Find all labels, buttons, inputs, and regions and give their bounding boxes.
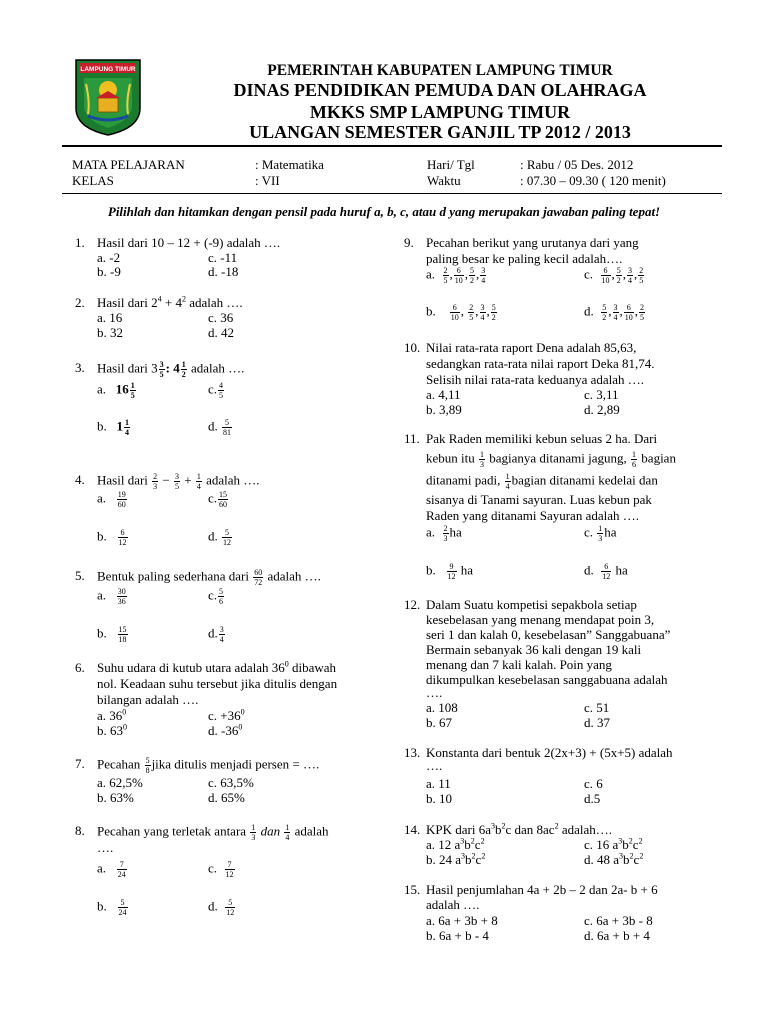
question-number: 4.	[75, 472, 85, 487]
day-label: Hari/ Tgl	[427, 157, 475, 172]
question-text-line-2: sedangkan rata-rata nilai raport Deka 81,74.	[426, 356, 655, 371]
q1-option-d[interactable]: d. -18	[208, 264, 239, 279]
q4-option-b[interactable]: b. $\frac{6}{12}$	[97, 528, 127, 547]
q3-option-a[interactable]: a. 16 $\frac{1}{5}$	[97, 381, 135, 400]
question-text: Pecahan $\frac{5}{8}$ jika ditulis menjadi persen = ….	[97, 756, 320, 775]
q8-option-b[interactable]: b. $\frac{5}{24}$	[97, 898, 127, 917]
question-text-line-5: menang dan 7 kali kalah. Poin yang	[426, 657, 612, 672]
question-text-line-2: ….	[97, 840, 114, 855]
q11-option-c[interactable]: c. $\frac{1}{3}$ ha	[584, 524, 617, 543]
q15-option-b[interactable]: b. 6a + b - 4	[426, 928, 489, 943]
question-text: Bentuk paling sederhana dari $\frac{60}{72}$ adalah ….	[97, 568, 321, 587]
question-number: 3.	[75, 360, 85, 375]
question-text-line-6: dikumpulkan kesebelasan sanggabuana adalah	[426, 672, 668, 687]
q15-option-d[interactable]: d. 6a + b + 4	[584, 928, 650, 943]
time-label: Waktu	[427, 173, 461, 188]
question-number: 13.	[404, 745, 421, 760]
q14-option-a[interactable]: a. 12 $a^3b^2c^2$	[426, 836, 485, 852]
question-number: 12.	[404, 597, 421, 612]
q2-option-c[interactable]: c. 36	[208, 310, 234, 325]
q1-option-a[interactable]: a. -2	[97, 250, 121, 265]
question-number: 14.	[404, 822, 421, 837]
q7-option-c[interactable]: c. 63,5%	[208, 775, 254, 790]
question-text-line-5: Raden yang ditanami Sayuran adalah ….	[426, 508, 639, 523]
question-text-line-3: seri 1 dan kalah 0, kesebelasan” Sanggabuana”	[426, 627, 671, 642]
q3-option-b[interactable]: b. 1 $\frac{1}{4}$	[97, 418, 129, 437]
q4-option-a[interactable]: a. $\frac{19}{60}$	[97, 490, 126, 509]
question-text: Hasil penjumlahan 4a + 2b – 2 dan 2a- b + 6	[426, 882, 658, 897]
question-text-line-7: ….	[426, 685, 443, 700]
class-value: : VII	[255, 173, 280, 188]
q13-option-b[interactable]: b. 10	[426, 791, 452, 806]
question-text: Suhu udara di kutub utara adalah $36^0$ dibawah	[97, 659, 337, 675]
question-text-line-2: adalah ….	[426, 897, 480, 912]
question-text: Hasil dari 3 $\frac{3}{5}$ : 4 $\frac{1}{2}$ adalah ….	[97, 360, 245, 379]
q9-option-d[interactable]: d. $\frac{5}{2}$ , $\frac{3}{4}$ , $\frac{6}{10}$ , $\frac{2}{5}$	[584, 303, 644, 322]
q5-option-a[interactable]: a. $\frac{30}{36}$	[97, 587, 126, 606]
q10-option-a[interactable]: a. 4,11	[426, 387, 461, 402]
subject-value: : Matematika	[255, 157, 324, 172]
q13-option-c[interactable]: c. 6	[584, 776, 603, 791]
q3-option-d[interactable]: d. $\frac{5}{81}$	[208, 418, 231, 437]
question-text-line-3: bilangan adalah ….	[97, 692, 199, 707]
q3-option-c[interactable]: c. $\frac{4}{5}$	[208, 381, 224, 400]
question-text-line-3: ditanami padi, $\frac{1}{4}$ bagian ditanami kedelai dan	[426, 472, 658, 491]
q12-option-a[interactable]: a. 108	[426, 700, 458, 715]
question-text-line-4: Bermain sebanyak 36 kali dengan 19 kali	[426, 642, 642, 657]
q6-option-a[interactable]: a. $36^0$	[97, 707, 127, 723]
question-text-line-4: sisanya di Tanami sayuran. Luas kebun pak	[426, 492, 652, 507]
q2-option-b[interactable]: b. 32	[97, 325, 123, 340]
q11-option-a[interactable]: a. $\frac{2}{3}$ ha	[426, 524, 462, 543]
question-text-line-2: paling besar ke paling kecil adalah….	[426, 251, 623, 266]
question-text: Pecahan berikut yang urutanya dari yang	[426, 235, 639, 250]
question-text: Hasil dari $\frac{2}{3}$ − $\frac{3}{5}$ + $\frac{1}{4}$ adalah ….	[97, 472, 260, 491]
question-number: 9.	[404, 235, 414, 250]
question-text: KPK dari $6a^3b^2c$ dan $8ac^2$ adalah….	[426, 821, 613, 837]
q9-option-c[interactable]: c. $\frac{6}{10}$ , $\frac{5}{2}$ , $\frac{3}{4}$ , $\frac{2}{5}$	[584, 266, 644, 285]
question-text-line-3: Selisih nilai rata-rata keduanya adalah ….	[426, 372, 645, 387]
question-number: 1.	[75, 235, 85, 250]
class-label: KELAS	[72, 173, 114, 188]
q7-option-b[interactable]: b. 63%	[97, 790, 134, 805]
question-text: Hasil dari 10 – 12 + (-9) adalah ….	[97, 235, 281, 250]
logo-text: LAMPUNG TIMUR	[80, 66, 136, 73]
q5-option-d[interactable]: d. $\frac{3}{4}$	[208, 625, 224, 644]
q8-option-a[interactable]: a. $\frac{7}{24}$	[97, 860, 126, 879]
q9-option-a[interactable]: a. $\frac{2}{5}$ , $\frac{6}{10}$ , $\frac{5}{2}$ , $\frac{3}{4}$	[426, 266, 486, 285]
question-text: Nilai rata-rata raport Dena adalah 85,63,	[426, 340, 637, 355]
header-line-3: MKKS SMP LAMPUNG TIMUR	[309, 102, 571, 122]
question-text-line-2: nol. Keadaan suhu tersebut jika ditulis dengan	[97, 676, 338, 691]
q14-option-c[interactable]: c. 16 $a^3b^2c^2$	[584, 836, 643, 852]
regency-logo	[74, 58, 142, 136]
subject-label: MATA PELAJARAN	[72, 157, 185, 172]
question-text: Konstanta dari bentuk 2(2x+3) + (5x+5) adalah	[426, 745, 673, 760]
q5-option-b[interactable]: b. $\frac{15}{18}$	[97, 625, 127, 644]
question-number: 2.	[75, 295, 85, 310]
header-rule	[62, 145, 722, 147]
q13-option-d[interactable]: d.5	[584, 791, 601, 806]
q12-option-b[interactable]: b. 67	[426, 715, 452, 730]
q4-option-d[interactable]: d. $\frac{5}{12}$	[208, 528, 231, 547]
q10-option-d[interactable]: d. 2,89	[584, 402, 620, 417]
question-number: 15.	[404, 882, 421, 897]
q2-option-d[interactable]: d. 42	[208, 325, 234, 340]
q6-option-d[interactable]: d. $-36^0$	[208, 722, 243, 738]
time-value: : 07.30 – 09.30 ( 120 menit)	[520, 173, 666, 188]
q4-option-c[interactable]: c. $\frac{15}{60}$	[208, 490, 228, 509]
q10-option-c[interactable]: c. 3,11	[584, 387, 619, 402]
question-number: 10.	[404, 340, 421, 355]
q8-option-d[interactable]: d. $\frac{5}{12}$	[208, 898, 235, 917]
question-text: Pecahan yang terletak antara $\frac{1}{3}$ dan $\frac{1}{4}$ adalah	[97, 823, 329, 842]
question-number: 6.	[75, 660, 85, 675]
q14-option-b[interactable]: b. 24 $a^3b^2c^2$	[426, 851, 486, 867]
q12-option-d[interactable]: d. 37	[584, 715, 610, 730]
q10-option-b[interactable]: b. 3,89	[426, 402, 462, 417]
q1-option-c[interactable]: c. -11	[208, 250, 238, 265]
info-rule	[62, 193, 722, 194]
instruction: Pilihlah dan hitamkan dengan pensil pada huruf a, b, c, atau d yang merupakan jawaban paling tepat!	[107, 204, 661, 219]
q12-option-c[interactable]: c. 51	[584, 700, 610, 715]
question-number: 11.	[404, 431, 420, 446]
question-text-line-2: kebun itu $\frac{1}{3}$ bagianya ditanami jagung, $\frac{1}{6}$ bagian	[426, 450, 676, 469]
question-text: Hasil dari $2^4 + 4^2$ adalah ….	[97, 294, 243, 310]
q15-option-a[interactable]: a. 6a + 3b + 8	[426, 913, 498, 928]
question-text-line-2: ….	[426, 758, 443, 773]
question-text: Pak Raden memiliki kebun seluas 2 ha. Dari	[426, 431, 658, 446]
day-value: : Rabu / 05 Des. 2012	[520, 157, 634, 172]
question-text-line-2: kesebelasan yang menang mendapat poin 3,	[426, 612, 655, 627]
header-line-2: DINAS PENDIDIKAN PEMUDA DAN OLAHRAGA	[233, 80, 647, 100]
q8-option-c[interactable]: c. $\frac{7}{12}$	[208, 860, 234, 879]
q1-option-b[interactable]: b. -9	[97, 264, 121, 279]
q7-option-a[interactable]: a. 62,5%	[97, 775, 143, 790]
question-number: 8.	[75, 823, 85, 838]
q13-option-a[interactable]: a. 11	[426, 776, 451, 791]
q11-option-b[interactable]: b. $\frac{9}{12}$ ha	[426, 562, 474, 581]
q9-option-b[interactable]: b. $\frac{6}{10}$ , $\frac{2}{5}$ , $\frac{3}{4}$ , $\frac{5}{2}$	[426, 303, 496, 322]
q2-option-a[interactable]: a. 16	[97, 310, 123, 325]
header-line-1: PEMERINTAH KABUPATEN LAMPUNG TIMUR	[267, 62, 613, 79]
question-number: 5.	[75, 568, 85, 583]
header-line-4: ULANGAN SEMESTER GANJIL TP 2012 / 2013	[249, 122, 631, 142]
q14-option-d[interactable]: d. 48 $a^3b^2c^2$	[584, 851, 644, 867]
q11-option-d[interactable]: d. $\frac{6}{12}$ ha	[584, 562, 628, 581]
q5-option-c[interactable]: c. $\frac{5}{6}$	[208, 587, 224, 606]
q6-option-b[interactable]: b. $63^0$	[97, 722, 127, 738]
q6-option-c[interactable]: c. $+36^0$	[208, 707, 245, 723]
question-number: 7.	[75, 756, 85, 771]
q15-option-c[interactable]: c. 6a + 3b - 8	[584, 913, 653, 928]
question-text: Dalam Suatu kompetisi sepakbola setiap	[426, 597, 637, 612]
q7-option-d[interactable]: d. 65%	[208, 790, 245, 805]
